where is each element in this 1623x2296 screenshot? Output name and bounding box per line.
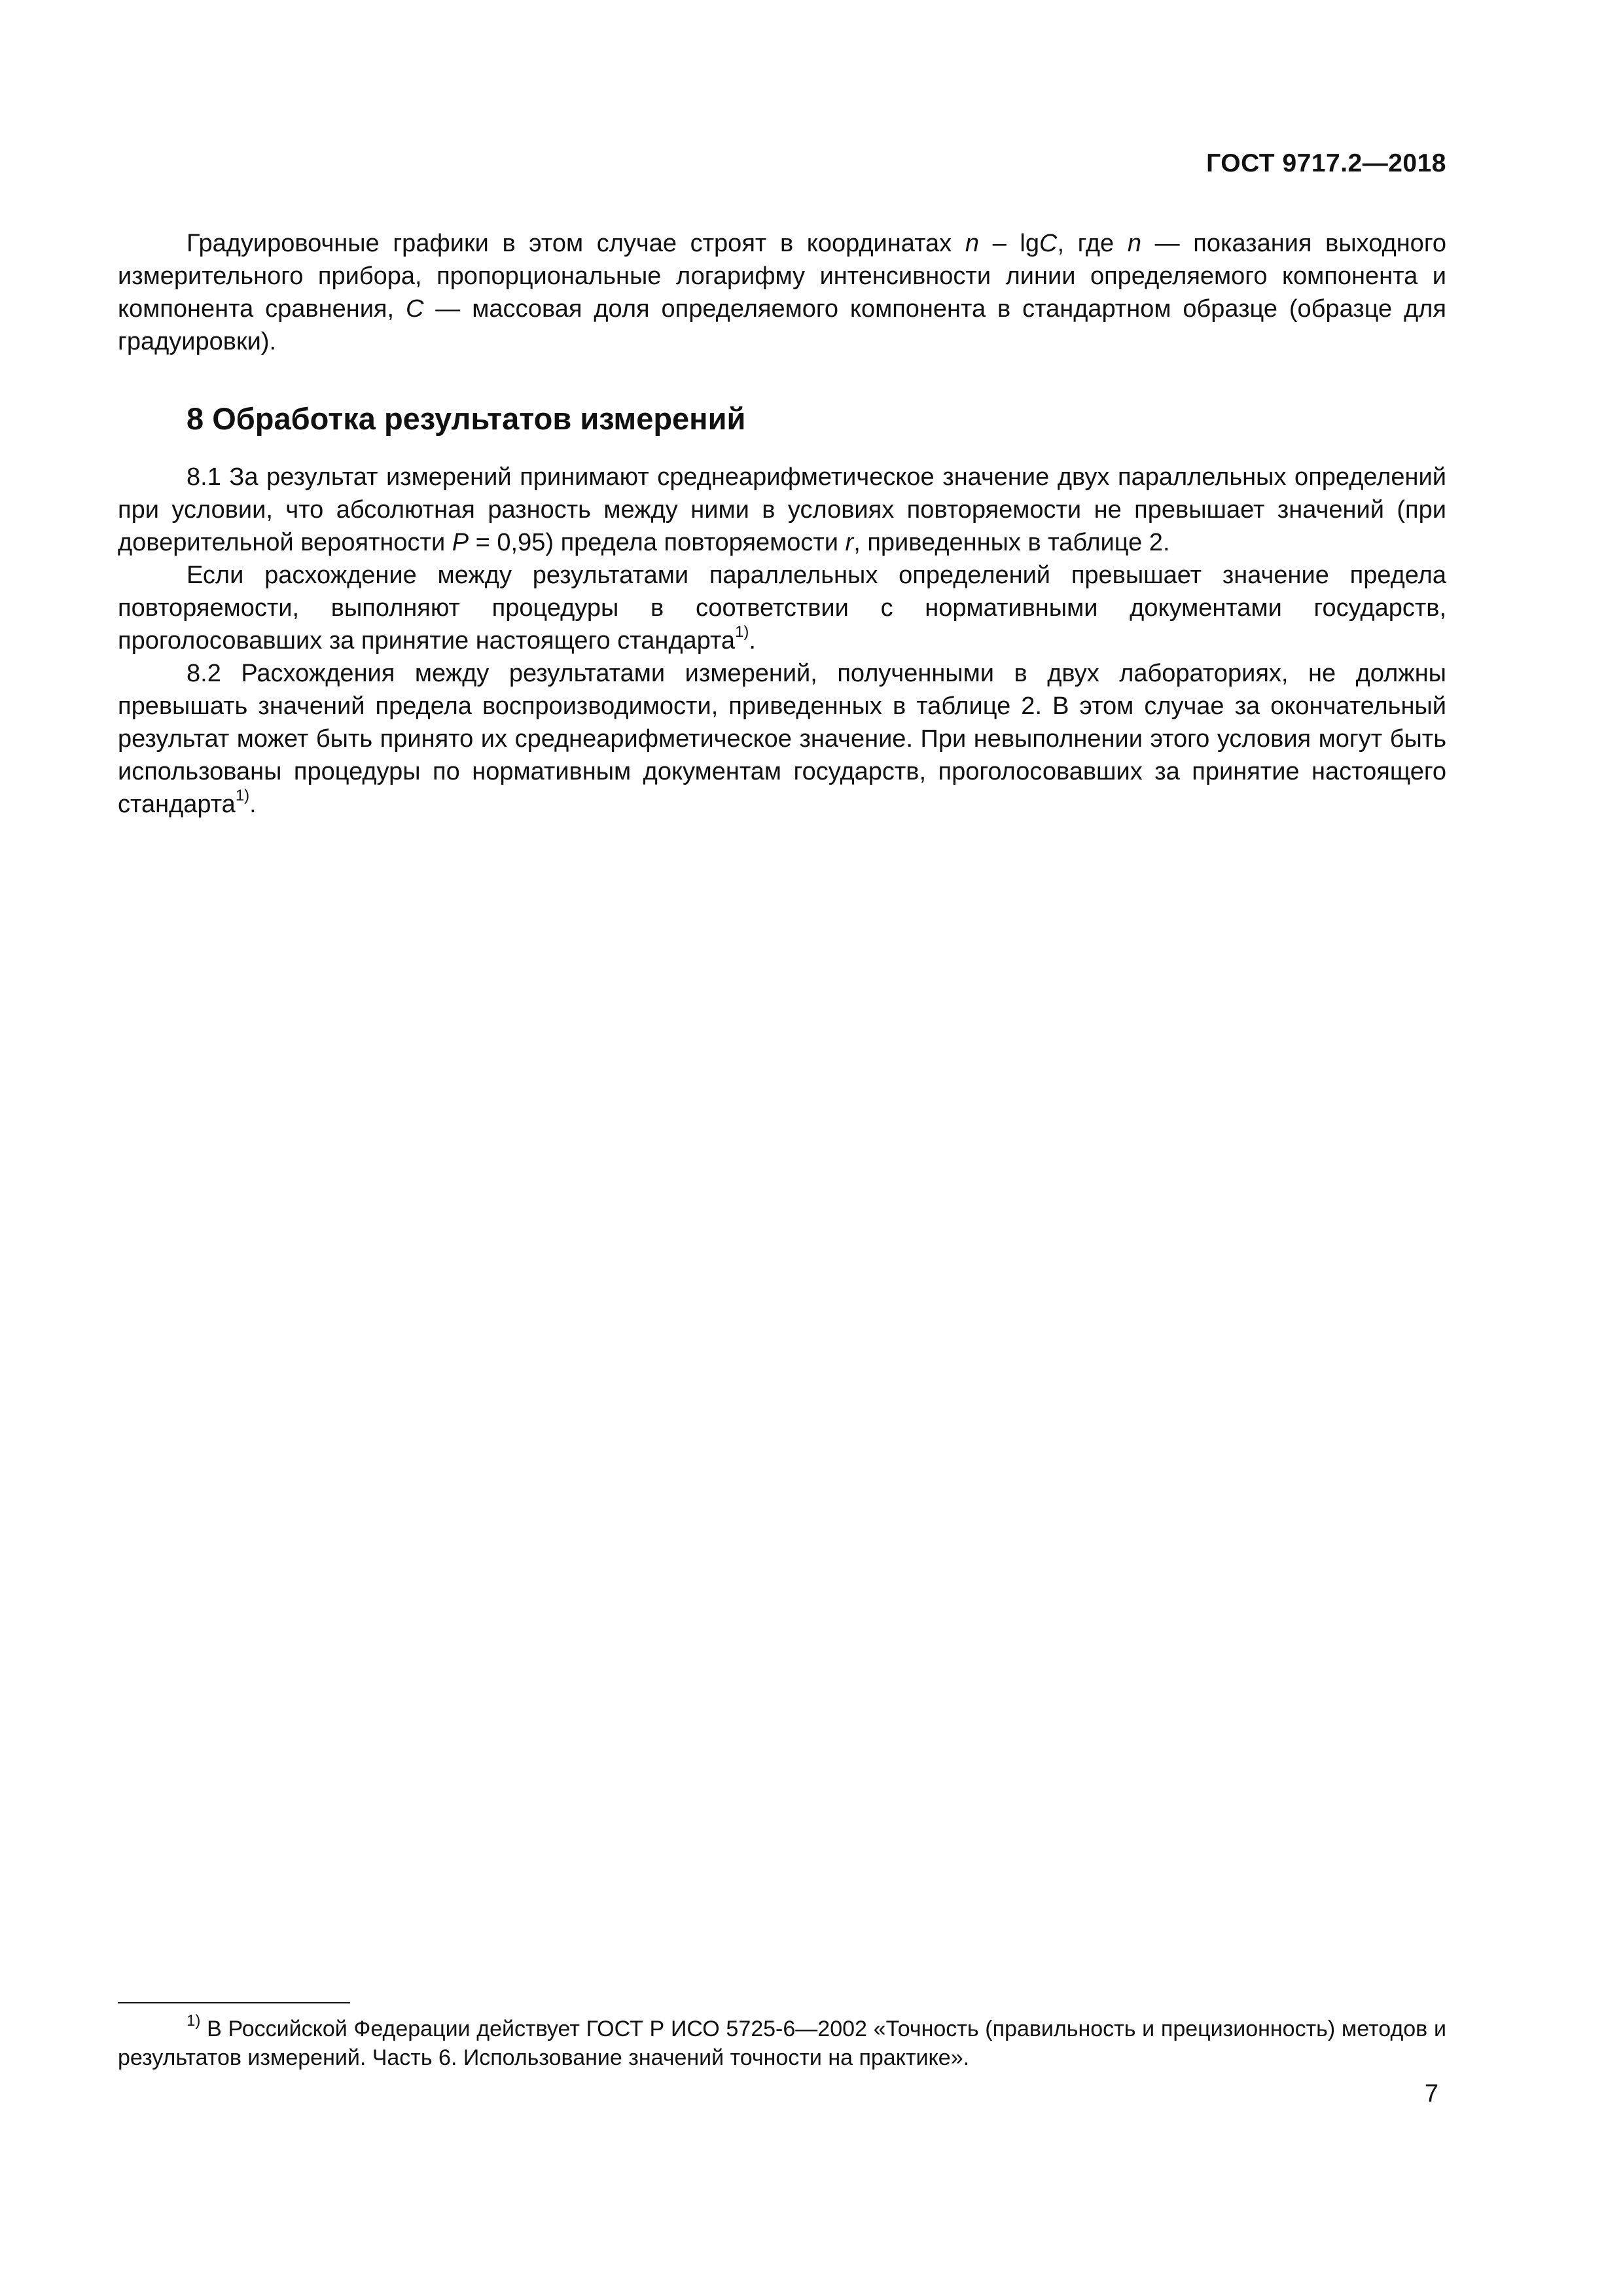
- paragraph-8-2: [118, 657, 1446, 821]
- footnote-reference[interactable]: 1): [235, 787, 250, 805]
- footnote-marker: 1): [187, 2011, 201, 2030]
- text-run: — массовая доля определяемого компонента в стандартном образце (образце для градуировки).: [118, 295, 1446, 355]
- footnote: [118, 2011, 1446, 2072]
- text-run: .: [249, 791, 257, 818]
- section-heading: 8 Обработка результатов измерений: [187, 401, 746, 436]
- variable-c: C: [405, 295, 424, 323]
- paragraph-8-1: [118, 461, 1446, 559]
- intro-block: [118, 227, 1446, 358]
- text-run: Градуировочные графики в этом случае строят в координатах: [187, 230, 965, 257]
- footnote-separator: [118, 2002, 350, 2003]
- section-body: [118, 461, 1446, 821]
- variable-p: P: [452, 529, 469, 556]
- text-run: — показания выходного измерительного прибора, пропорциональные логарифму интенсивности линии определяемого компонента и компонента сравнения,: [118, 230, 1446, 323]
- text-run: , приведенных в таблице 2.: [853, 529, 1170, 556]
- variable-r: r: [845, 529, 854, 556]
- variable-n: n: [1127, 230, 1141, 257]
- variable-c: C: [1039, 230, 1058, 257]
- intro-paragraph: [118, 227, 1446, 358]
- footnote-reference[interactable]: 1): [735, 623, 749, 641]
- variable-n: n: [965, 230, 979, 257]
- text-run: , где: [1057, 230, 1128, 257]
- text-run: В Российской Федерации действует ГОСТ Р ИСО 5725-6—2002 «Точность (правильность и прецизионность) методов и результатов измерений. Часть 6. Использование значений точности на практике».: [118, 2017, 1446, 2070]
- text-run: = 0,95) предела повторяемости: [469, 529, 846, 556]
- text-run: 8.2 Расхождения между результатами измерений, полученными в двух лабораториях, не должны превышать значений предела воспроизводимости, приведенных в таблице 2. В этом случае за окончательный результат может быть принято их среднеарифметическое значение. При невыполнении этого условия могут быть использованы процедуры по нормативным документам государств, проголосовавших за принятие настоящего стандарта: [118, 660, 1446, 818]
- text-run: 8.1 За результат измерений принимают среднеарифметическое значение двух параллельных определений при условии, что абсолютная разность между ними в условиях повторяемости не превышает значений (при доверительной вероятности: [118, 463, 1446, 556]
- text-run: Если расхождение между результатами параллельных определений превышает значение предела повторяемости, выполняют процедуры в соответствии с нормативными документами государств, проголосовавших за принятие настоящего стандарта: [118, 562, 1446, 655]
- footnote-text: [118, 2011, 1446, 2072]
- text-run: – lg: [978, 230, 1040, 257]
- text-run: .: [749, 627, 756, 655]
- paragraph-divergence: [118, 559, 1446, 657]
- document-code-header: ГОСТ 9717.2—2018: [1206, 149, 1446, 177]
- page-number: 7: [1424, 2080, 1438, 2108]
